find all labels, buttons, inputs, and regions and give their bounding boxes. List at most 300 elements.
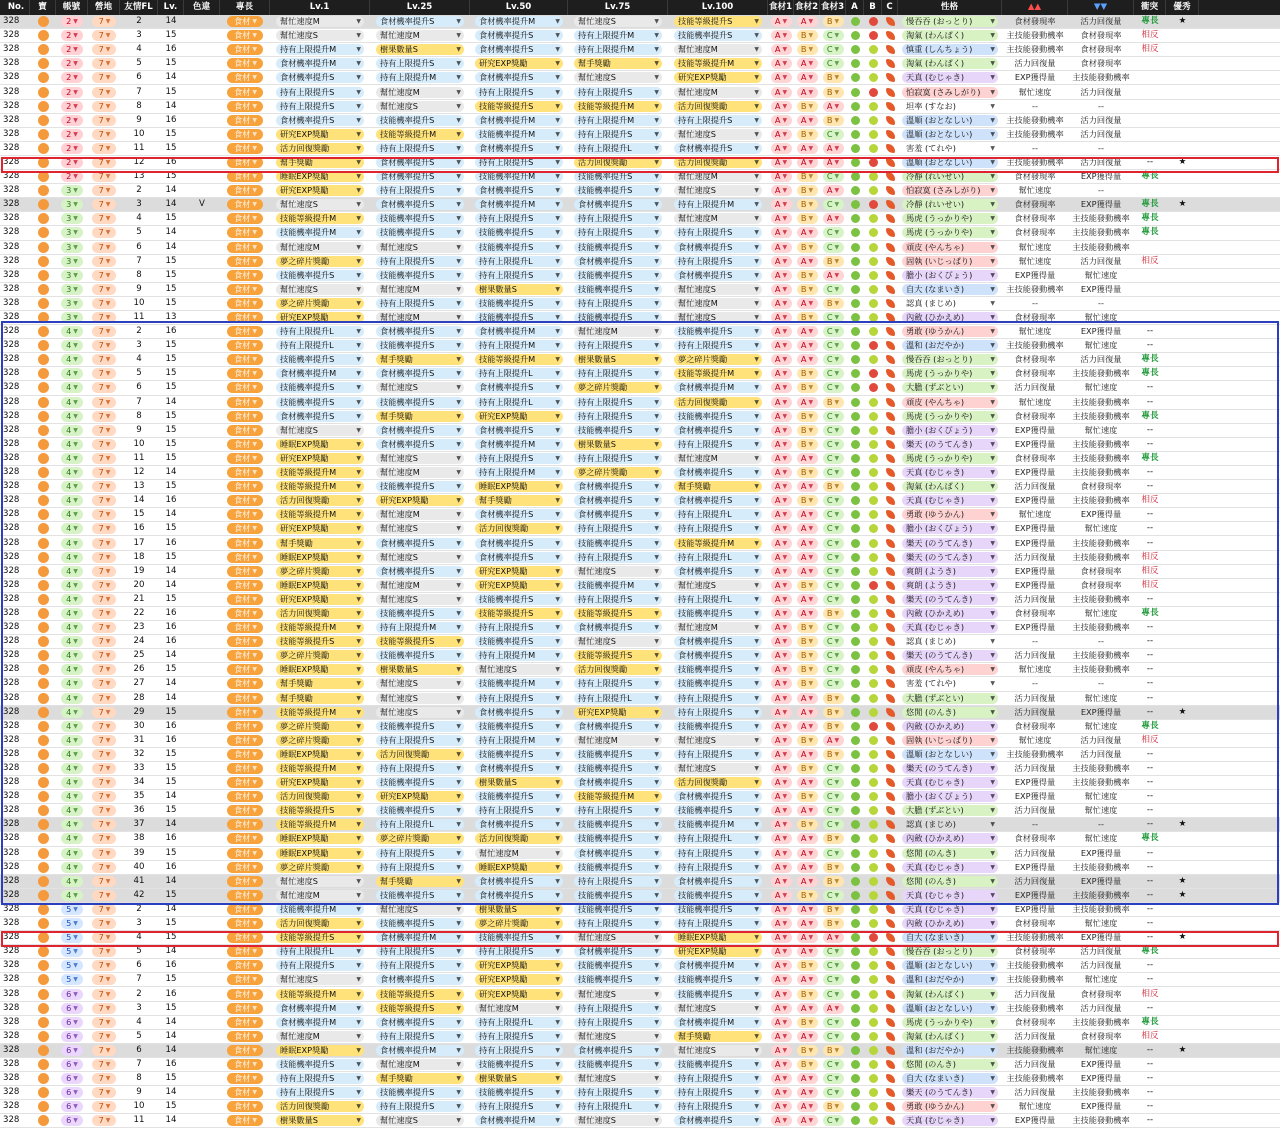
subskill-select[interactable]	[574, 622, 662, 633]
ingredient-select[interactable]	[797, 354, 818, 365]
ingredient-select[interactable]	[771, 439, 792, 450]
subskill-select[interactable]	[574, 791, 662, 802]
camp-select[interactable]	[92, 411, 116, 422]
ingredient-select[interactable]	[823, 932, 844, 943]
ingredient-select[interactable]	[797, 1003, 818, 1014]
nature-select[interactable]	[902, 58, 998, 69]
subskill-select[interactable]	[475, 664, 563, 675]
subskill-select[interactable]	[574, 227, 662, 238]
col-header[interactable]: C	[882, 0, 898, 15]
subskill-select[interactable]	[276, 974, 364, 985]
subskill-select[interactable]	[276, 30, 364, 41]
camp-select[interactable]	[92, 580, 116, 591]
nature-select[interactable]	[902, 270, 998, 281]
account-select[interactable]	[61, 1003, 83, 1014]
subskill-select[interactable]	[674, 707, 762, 718]
ingredient-select[interactable]	[823, 848, 844, 859]
ingredient-select[interactable]	[771, 523, 792, 534]
subskill-select[interactable]	[475, 298, 563, 309]
subskill-select[interactable]	[674, 819, 762, 830]
account-select[interactable]	[61, 1073, 83, 1084]
camp-select[interactable]	[92, 58, 116, 69]
ingredient-select[interactable]	[823, 312, 844, 323]
subskill-select[interactable]	[475, 467, 563, 478]
ingredient-select[interactable]	[771, 918, 792, 929]
ingredient-select[interactable]	[771, 862, 792, 873]
subskill-select[interactable]	[276, 960, 364, 971]
subskill-select[interactable]	[574, 199, 662, 210]
subskill-select[interactable]	[276, 664, 364, 675]
subskill-select[interactable]	[276, 721, 364, 732]
subskill-select[interactable]	[674, 157, 762, 168]
specialty-select[interactable]	[227, 918, 263, 929]
subskill-select[interactable]	[376, 833, 464, 844]
subskill-select[interactable]	[376, 284, 464, 295]
specialty-select[interactable]	[227, 171, 263, 182]
ingredient-select[interactable]	[823, 707, 844, 718]
ingredient-select[interactable]	[823, 44, 844, 55]
col-header[interactable]: 優秀	[1166, 0, 1199, 15]
ingredient-select[interactable]	[823, 298, 844, 309]
ingredient-select[interactable]	[823, 453, 844, 464]
subskill-select[interactable]	[674, 284, 762, 295]
subskill-select[interactable]	[475, 411, 563, 422]
camp-select[interactable]	[92, 876, 116, 887]
ingredient-select[interactable]	[823, 735, 844, 746]
ingredient-select[interactable]	[797, 115, 818, 126]
nature-select[interactable]	[902, 213, 998, 224]
subskill-select[interactable]	[475, 382, 563, 393]
account-select[interactable]	[61, 721, 83, 732]
ingredient-select[interactable]	[797, 101, 818, 112]
camp-select[interactable]	[92, 636, 116, 647]
subskill-select[interactable]	[276, 693, 364, 704]
col-header[interactable]: Lv.25	[370, 0, 470, 15]
specialty-select[interactable]	[227, 707, 263, 718]
camp-select[interactable]	[92, 354, 116, 365]
subskill-select[interactable]	[674, 664, 762, 675]
subskill-select[interactable]	[276, 143, 364, 154]
subskill-select[interactable]	[574, 1059, 662, 1070]
subskill-select[interactable]	[674, 777, 762, 788]
specialty-select[interactable]	[227, 946, 263, 957]
subskill-select[interactable]	[674, 876, 762, 887]
ingredient-select[interactable]	[823, 833, 844, 844]
nature-select[interactable]	[902, 566, 998, 577]
subskill-select[interactable]	[276, 284, 364, 295]
ingredient-select[interactable]	[771, 256, 792, 267]
ingredient-select[interactable]	[771, 354, 792, 365]
camp-select[interactable]	[92, 566, 116, 577]
subskill-select[interactable]	[475, 904, 563, 915]
ingredient-select[interactable]	[771, 340, 792, 351]
subskill-select[interactable]	[376, 678, 464, 689]
ingredient-select[interactable]	[823, 411, 844, 422]
nature-select[interactable]	[902, 101, 998, 112]
subskill-select[interactable]	[475, 481, 563, 492]
ingredient-select[interactable]	[797, 791, 818, 802]
account-select[interactable]	[61, 791, 83, 802]
subskill-select[interactable]	[475, 199, 563, 210]
nature-select[interactable]	[902, 678, 998, 689]
ingredient-select[interactable]	[823, 946, 844, 957]
camp-select[interactable]	[92, 749, 116, 760]
specialty-select[interactable]	[227, 143, 263, 154]
account-select[interactable]	[61, 467, 83, 478]
camp-select[interactable]	[92, 608, 116, 619]
nature-select[interactable]	[902, 848, 998, 859]
subskill-select[interactable]	[574, 636, 662, 647]
ingredient-select[interactable]	[771, 87, 792, 98]
subskill-select[interactable]	[276, 199, 364, 210]
subskill-select[interactable]	[276, 608, 364, 619]
subskill-select[interactable]	[276, 678, 364, 689]
ingredient-select[interactable]	[823, 693, 844, 704]
ingredient-select[interactable]	[771, 1073, 792, 1084]
subskill-select[interactable]	[674, 143, 762, 154]
subskill-select[interactable]	[574, 876, 662, 887]
account-select[interactable]	[61, 129, 83, 140]
subskill-select[interactable]	[574, 833, 662, 844]
specialty-select[interactable]	[227, 904, 263, 915]
subskill-select[interactable]	[674, 580, 762, 591]
nature-select[interactable]	[902, 960, 998, 971]
account-select[interactable]	[61, 918, 83, 929]
ingredient-select[interactable]	[823, 171, 844, 182]
ingredient-select[interactable]	[771, 594, 792, 605]
col-header[interactable]: 友情FL	[120, 0, 158, 15]
camp-select[interactable]	[92, 227, 116, 238]
subskill-select[interactable]	[475, 848, 563, 859]
camp-select[interactable]	[92, 791, 116, 802]
account-select[interactable]	[61, 1045, 83, 1056]
ingredient-select[interactable]	[797, 735, 818, 746]
subskill-select[interactable]	[674, 242, 762, 253]
specialty-select[interactable]	[227, 664, 263, 675]
ingredient-select[interactable]	[797, 622, 818, 633]
specialty-select[interactable]	[227, 227, 263, 238]
subskill-select[interactable]	[276, 312, 364, 323]
nature-select[interactable]	[902, 594, 998, 605]
specialty-select[interactable]	[227, 87, 263, 98]
subskill-select[interactable]	[674, 354, 762, 365]
ingredient-select[interactable]	[823, 538, 844, 549]
account-select[interactable]	[61, 707, 83, 718]
col-header[interactable]: 帳號	[56, 0, 88, 15]
ingredient-select[interactable]	[797, 439, 818, 450]
subskill-select[interactable]	[475, 1087, 563, 1098]
subskill-select[interactable]	[475, 989, 563, 1000]
ingredient-select[interactable]	[797, 721, 818, 732]
account-select[interactable]	[61, 284, 83, 295]
ingredient-select[interactable]	[797, 566, 818, 577]
ingredient-select[interactable]	[823, 481, 844, 492]
ingredient-select[interactable]	[771, 622, 792, 633]
subskill-select[interactable]	[376, 411, 464, 422]
col-header[interactable]: Lv.1	[270, 0, 370, 15]
subskill-select[interactable]	[376, 1031, 464, 1042]
subskill-select[interactable]	[376, 735, 464, 746]
ingredient-select[interactable]	[823, 72, 844, 83]
specialty-select[interactable]	[227, 622, 263, 633]
ingredient-select[interactable]	[797, 833, 818, 844]
ingredient-select[interactable]	[823, 552, 844, 563]
camp-select[interactable]	[92, 904, 116, 915]
subskill-select[interactable]	[376, 171, 464, 182]
ingredient-select[interactable]	[797, 340, 818, 351]
ingredient-select[interactable]	[771, 16, 792, 27]
subskill-select[interactable]	[276, 552, 364, 563]
subskill-select[interactable]	[475, 707, 563, 718]
subskill-select[interactable]	[475, 58, 563, 69]
camp-select[interactable]	[92, 509, 116, 520]
subskill-select[interactable]	[376, 805, 464, 816]
nature-select[interactable]	[902, 890, 998, 901]
camp-select[interactable]	[92, 848, 116, 859]
account-select[interactable]	[61, 495, 83, 506]
ingredient-select[interactable]	[771, 171, 792, 182]
subskill-select[interactable]	[674, 904, 762, 915]
subskill-select[interactable]	[574, 1073, 662, 1084]
ingredient-select[interactable]	[797, 805, 818, 816]
subskill-select[interactable]	[574, 749, 662, 760]
subskill-select[interactable]	[376, 721, 464, 732]
subskill-select[interactable]	[276, 72, 364, 83]
subskill-select[interactable]	[475, 30, 563, 41]
subskill-select[interactable]	[674, 115, 762, 126]
specialty-select[interactable]	[227, 538, 263, 549]
ingredient-select[interactable]	[771, 495, 792, 506]
ingredient-select[interactable]	[771, 749, 792, 760]
ingredient-select[interactable]	[771, 58, 792, 69]
ingredient-select[interactable]	[797, 30, 818, 41]
nature-select[interactable]	[902, 467, 998, 478]
subskill-select[interactable]	[376, 974, 464, 985]
nature-select[interactable]	[902, 1073, 998, 1084]
ingredient-select[interactable]	[771, 368, 792, 379]
specialty-select[interactable]	[227, 777, 263, 788]
ingredient-select[interactable]	[823, 16, 844, 27]
subskill-select[interactable]	[376, 326, 464, 337]
subskill-select[interactable]	[376, 439, 464, 450]
account-select[interactable]	[61, 143, 83, 154]
ingredient-select[interactable]	[797, 284, 818, 295]
ingredient-select[interactable]	[823, 58, 844, 69]
nature-select[interactable]	[902, 298, 998, 309]
account-select[interactable]	[61, 904, 83, 915]
nature-select[interactable]	[902, 256, 998, 267]
nature-select[interactable]	[902, 707, 998, 718]
subskill-select[interactable]	[574, 805, 662, 816]
camp-select[interactable]	[92, 467, 116, 478]
nature-select[interactable]	[902, 44, 998, 55]
ingredient-select[interactable]	[823, 819, 844, 830]
ingredient-select[interactable]	[771, 213, 792, 224]
subskill-select[interactable]	[376, 876, 464, 887]
subskill-select[interactable]	[376, 636, 464, 647]
ingredient-select[interactable]	[823, 594, 844, 605]
subskill-select[interactable]	[475, 608, 563, 619]
subskill-select[interactable]	[376, 30, 464, 41]
subskill-select[interactable]	[574, 608, 662, 619]
specialty-select[interactable]	[227, 16, 263, 27]
account-select[interactable]	[61, 890, 83, 901]
specialty-select[interactable]	[227, 213, 263, 224]
camp-select[interactable]	[92, 721, 116, 732]
subskill-select[interactable]	[674, 312, 762, 323]
col-header[interactable]: 性格	[898, 0, 1002, 15]
subskill-select[interactable]	[376, 44, 464, 55]
account-select[interactable]	[61, 1017, 83, 1028]
ingredient-select[interactable]	[823, 157, 844, 168]
ingredient-select[interactable]	[823, 284, 844, 295]
nature-select[interactable]	[902, 171, 998, 182]
subskill-select[interactable]	[276, 819, 364, 830]
subskill-select[interactable]	[574, 397, 662, 408]
ingredient-select[interactable]	[823, 989, 844, 1000]
subskill-select[interactable]	[276, 1073, 364, 1084]
specialty-select[interactable]	[227, 326, 263, 337]
ingredient-select[interactable]	[823, 622, 844, 633]
account-select[interactable]	[61, 509, 83, 520]
subskill-select[interactable]	[674, 129, 762, 140]
subskill-select[interactable]	[674, 594, 762, 605]
subskill-select[interactable]	[475, 650, 563, 661]
ingredient-select[interactable]	[823, 749, 844, 760]
subskill-select[interactable]	[574, 1017, 662, 1028]
ingredient-select[interactable]	[771, 298, 792, 309]
specialty-select[interactable]	[227, 805, 263, 816]
ingredient-select[interactable]	[823, 129, 844, 140]
account-select[interactable]	[61, 326, 83, 337]
subskill-select[interactable]	[674, 30, 762, 41]
subskill-select[interactable]	[674, 989, 762, 1000]
ingredient-select[interactable]	[797, 1073, 818, 1084]
camp-select[interactable]	[92, 989, 116, 1000]
subskill-select[interactable]	[276, 890, 364, 901]
subskill-select[interactable]	[574, 1031, 662, 1042]
subskill-select[interactable]	[574, 678, 662, 689]
nature-select[interactable]	[902, 580, 998, 591]
subskill-select[interactable]	[475, 566, 563, 577]
subskill-select[interactable]	[475, 1073, 563, 1084]
camp-select[interactable]	[92, 833, 116, 844]
ingredient-select[interactable]	[797, 256, 818, 267]
account-select[interactable]	[61, 608, 83, 619]
ingredient-select[interactable]	[823, 467, 844, 478]
ingredient-select[interactable]	[797, 608, 818, 619]
nature-select[interactable]	[902, 1045, 998, 1056]
ingredient-select[interactable]	[797, 904, 818, 915]
ingredient-select[interactable]	[797, 495, 818, 506]
subskill-select[interactable]	[276, 791, 364, 802]
ingredient-select[interactable]	[797, 890, 818, 901]
specialty-select[interactable]	[227, 157, 263, 168]
subskill-select[interactable]	[475, 16, 563, 27]
specialty-select[interactable]	[227, 30, 263, 41]
specialty-select[interactable]	[227, 749, 263, 760]
specialty-select[interactable]	[227, 101, 263, 112]
subskill-select[interactable]	[574, 1087, 662, 1098]
nature-select[interactable]	[902, 326, 998, 337]
ingredient-select[interactable]	[771, 763, 792, 774]
subskill-select[interactable]	[674, 636, 762, 647]
subskill-select[interactable]	[574, 1003, 662, 1014]
subskill-select[interactable]	[276, 425, 364, 436]
account-select[interactable]	[61, 833, 83, 844]
specialty-select[interactable]	[227, 115, 263, 126]
subskill-select[interactable]	[376, 481, 464, 492]
specialty-select[interactable]	[227, 72, 263, 83]
nature-select[interactable]	[902, 749, 998, 760]
subskill-select[interactable]	[276, 439, 364, 450]
subskill-select[interactable]	[674, 960, 762, 971]
ingredient-select[interactable]	[823, 368, 844, 379]
specialty-select[interactable]	[227, 1017, 263, 1028]
specialty-select[interactable]	[227, 453, 263, 464]
specialty-select[interactable]	[227, 636, 263, 647]
subskill-select[interactable]	[475, 693, 563, 704]
nature-select[interactable]	[902, 72, 998, 83]
ingredient-select[interactable]	[771, 382, 792, 393]
subskill-select[interactable]	[574, 340, 662, 351]
camp-select[interactable]	[92, 552, 116, 563]
subskill-select[interactable]	[475, 777, 563, 788]
subskill-select[interactable]	[376, 523, 464, 534]
subskill-select[interactable]	[475, 819, 563, 830]
nature-select[interactable]	[902, 989, 998, 1000]
camp-select[interactable]	[92, 1003, 116, 1014]
account-select[interactable]	[61, 580, 83, 591]
subskill-select[interactable]	[376, 58, 464, 69]
camp-select[interactable]	[92, 143, 116, 154]
subskill-select[interactable]	[475, 538, 563, 549]
subskill-select[interactable]	[574, 326, 662, 337]
ingredient-select[interactable]	[823, 1073, 844, 1084]
ingredient-select[interactable]	[797, 876, 818, 887]
subskill-select[interactable]	[674, 1031, 762, 1042]
account-select[interactable]	[61, 749, 83, 760]
col-header[interactable]: No.	[0, 0, 30, 15]
ingredient-select[interactable]	[797, 382, 818, 393]
camp-select[interactable]	[92, 298, 116, 309]
subskill-select[interactable]	[376, 1059, 464, 1070]
ingredient-select[interactable]	[823, 904, 844, 915]
camp-select[interactable]	[92, 284, 116, 295]
ingredient-select[interactable]	[797, 974, 818, 985]
subskill-select[interactable]	[276, 805, 364, 816]
subskill-select[interactable]	[574, 270, 662, 281]
camp-select[interactable]	[92, 199, 116, 210]
camp-select[interactable]	[92, 16, 116, 27]
subskill-select[interactable]	[376, 904, 464, 915]
specialty-select[interactable]	[227, 1045, 263, 1056]
ingredient-select[interactable]	[771, 946, 792, 957]
subskill-select[interactable]	[276, 1045, 364, 1056]
specialty-select[interactable]	[227, 735, 263, 746]
subskill-select[interactable]	[376, 453, 464, 464]
subskill-select[interactable]	[276, 523, 364, 534]
nature-select[interactable]	[902, 523, 998, 534]
subskill-select[interactable]	[276, 467, 364, 478]
account-select[interactable]	[61, 397, 83, 408]
subskill-select[interactable]	[574, 890, 662, 901]
subskill-select[interactable]	[674, 1003, 762, 1014]
ingredient-select[interactable]	[823, 664, 844, 675]
nature-select[interactable]	[902, 1003, 998, 1014]
ingredient-select[interactable]	[823, 270, 844, 281]
ingredient-select[interactable]	[771, 904, 792, 915]
